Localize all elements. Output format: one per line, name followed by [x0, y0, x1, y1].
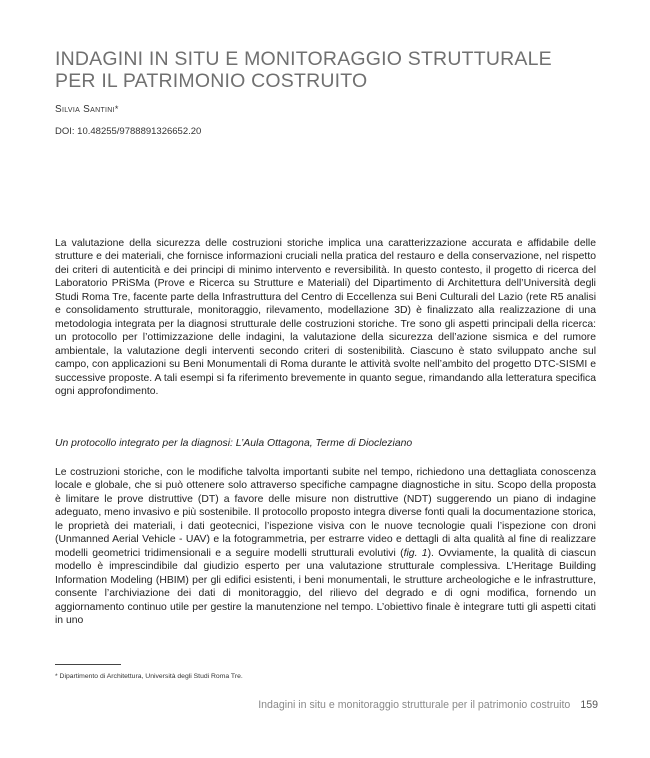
abstract-paragraph: La valutazione della sicurezza delle costruzioni storiche implica una caratterizzazione accurata e affidabile delle strutture e dei materiali, che fornisce informazioni cruciali nella pratica del restauro e della conservazione, nel rispetto dei criteri di autenticità e dei principi di minimo intervento e reversibilità. In questo contesto, il progetto di ricerca del Laboratorio PRiSMa (Prove e Ricerca su Strutture e Materiali) del Dipartimento di Architettura dell’Università degli Studi Roma Tre, facente parte della Infrastruttura del Centro di Eccellenza sui Beni Culturali del Lazio (rete R5 analisi e consolidamento strutturale, monitoraggio, rilevamento, modellazione 3D) è finalizzato alla realizzazione di una metodologia integrata per la diagnosi strutturale delle costruzioni storiche. Tre sono gli aspetti principali della ricerca: un protocollo per l’ottimizzazione delle indagini, la valutazione della sicurezza dell’azione sismica e del rumore ambientale, la valutazione degli interventi secondo criteri di sostenibilità. Ciascuno è stato sviluppato anche sul campo, con applicazioni su Beni Monumentali di Roma durante le attività svolte nell’ambito del progetto DTC-SISMI e successive proposte. A tali esempi si fa riferimento brevemente in quanto segue, rimandando alla letteratura specifica ogni approfondimento.	[55, 238, 596, 397]
paper-title-line-1: INDAGINI IN SITU E MONITORAGGIO STRUTTURALE	[55, 48, 552, 70]
figure-reference: fig. 1	[403, 547, 428, 559]
running-footer	[258, 699, 598, 711]
paper-title	[55, 48, 615, 92]
running-footer-title: Indagini in situ e monitoraggio strutturale per il patrimonio costruito	[258, 699, 571, 711]
paper-title-line-2: PER IL PATRIMONIO COSTRUITO	[55, 70, 368, 92]
author-name: Silvia Santini	[55, 104, 115, 115]
footnote-divider	[55, 664, 121, 665]
author-line	[55, 104, 119, 115]
body-text-part-2: ). Ovviamente, la qualità di ciascun modello è imprescindibile dal giudizio esperto per una valutazione strutturale complessiva. L’Heritage Building Information Modeling (HBIM) per gli edifici esistenti, i beni monumentali, le strutture archeologiche e le infrastrutture, consente l’archiviazione dei dati di monitoraggio, del rilievo del degrado e di ogni modifica, fornendo un aggiornamento continuo utile per gestire la manutenzione nel tempo. L’obiettivo finale è integrare tutti gli aspetti citati in uno	[55, 547, 596, 626]
section-heading: Un protocollo integrato per la diagnosi: L’Aula Ottagona, Terme di Diocleziano	[55, 438, 413, 449]
page-number: 159	[580, 699, 598, 711]
body-paragraph	[55, 466, 596, 627]
author-footnote-mark: *	[114, 104, 119, 114]
body-text-part-1: Le costruzioni storiche, con le modifiche talvolta importanti subite nel tempo, richiedono una dettagliata conoscenza locale e globale, che si può ottenere solo attraverso specifiche campagne diagnostiche in situ. Scopo della proposta è limitare le prove distruttive (DT) a favore delle misure non distruttive (NDT) suggerendo un piano di indagine adeguato, meno invasivo e più sostenibile. Il protocollo proposto integra diverse fonti quali la documentazione storica, le proprietà dei materiali, i dati geotecnici, l’ispezione visiva con le nuove tecnologie quali l’ispezione con droni (Unmanned Aerial Vehicle - UAV) e la fotogrammetria, per estrarre video e dettagli di alta qualità al fine di realizzare modelli geometrici tridimensionali e a seguire modelli strutturali evolutivi (	[55, 467, 596, 559]
doi: DOI: 10.48255/9788891326652.20	[55, 126, 202, 137]
footnote: * Dipartimento di Architettura, Università degli Studi Roma Tre.	[55, 673, 243, 680]
